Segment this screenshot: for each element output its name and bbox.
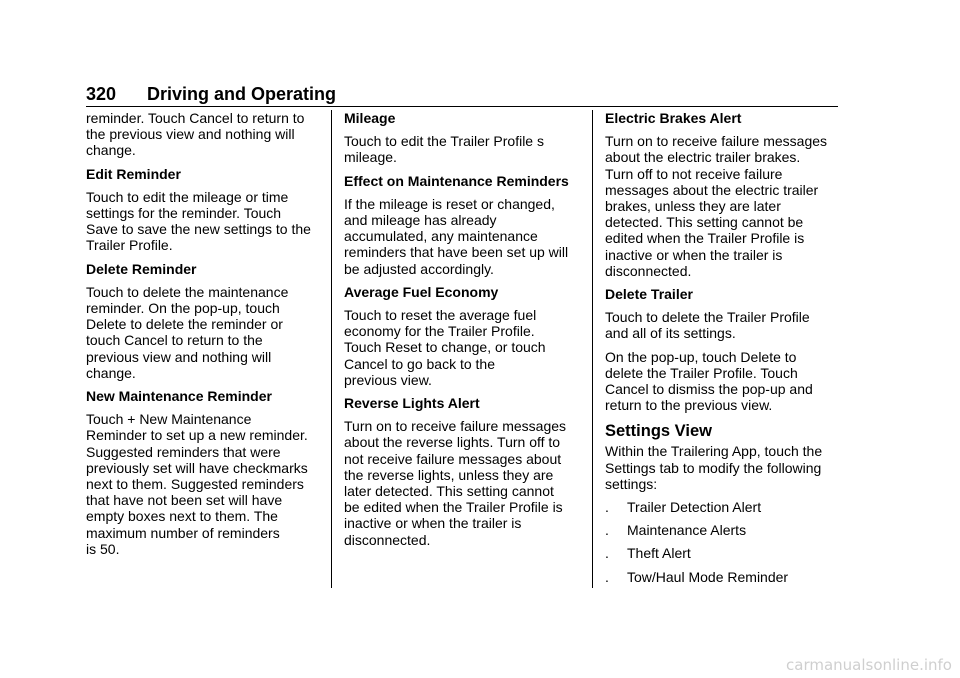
paragraph: Within the Trailering App, touch the Settings tab to modify the following settings:: [605, 443, 823, 492]
paragraph: Touch to reset the average fuel economy for the Trailer Profile. Touch Reset to change, or touch Cancel to go back to the previous view.: [344, 307, 546, 388]
paragraph: Touch to edit the Trailer Profile s mileage.: [344, 133, 544, 166]
list-item: . Maintenance Alerts: [605, 522, 747, 539]
paragraph: Touch to delete the maintenance reminder. On the pop-up, touch Delete to delete the reminder or touch Cancel to return to the previous view and nothing will change.: [86, 283, 289, 381]
page-number: 320: [86, 84, 117, 104]
section-heading: Delete Trailer: [605, 286, 693, 303]
section-heading: Effect on Maintenance Reminders: [344, 172, 569, 189]
settings-list: [605, 499, 841, 585]
section-heading: Reverse Lights Alert: [344, 395, 480, 412]
paragraph: reminder. Touch Cancel to return to the previous view and nothing will change.: [86, 110, 305, 159]
paragraph: Touch to edit the mileage or time settings for the reminder. Touch Save to save the new settings to the Trailer Profile.: [86, 188, 311, 254]
chapter-title: Driving and Operating: [147, 84, 337, 104]
bullet-marker: .: [605, 568, 609, 585]
section-heading: New Maintenance Reminder: [86, 388, 272, 405]
column-divider: [331, 110, 332, 588]
paragraph: Touch to delete the Trailer Profile and all of its settings.: [605, 309, 810, 342]
column-2: [344, 110, 580, 548]
column-divider: [592, 110, 593, 588]
list-item: . Trailer Detection Alert: [605, 499, 762, 516]
bullet-marker: .: [605, 499, 609, 516]
section-heading: Mileage: [344, 110, 396, 126]
paragraph: Touch + New Maintenance Reminder to set up a new reminder. Suggested reminders that were previously set will have checkmarks next to them. Suggested reminders that have not been set will have empty boxes next to them. The maximum number of reminders is 50.: [86, 411, 308, 557]
section-heading: Edit Reminder: [86, 165, 181, 182]
list-item: . Theft Alert: [605, 545, 691, 562]
paragraph: Turn on to receive failure messages about the electric trailer brakes. Turn off to not receive failure messages about the electric trailer brakes, unless they are later detected. This setting cannot be edited when the Trailer Profile is inactive or when the trailer is disconnected.: [605, 133, 828, 279]
list-item: . Tow/Haul Mode Reminder: [605, 568, 789, 585]
section-heading: Delete Reminder: [86, 260, 197, 277]
bullet-marker: .: [605, 522, 609, 539]
section-title: Settings View: [605, 422, 712, 441]
column-1: [86, 110, 322, 557]
page-header: [86, 84, 838, 107]
section-heading: Average Fuel Economy: [344, 283, 499, 300]
paragraph: If the mileage is reset or changed, and mileage has already accumulated, any maintenance reminders that have been set up will be adjusted accordingly.: [344, 195, 569, 277]
paragraph: On the pop-up, touch Delete to delete the Trailer Profile. Touch Cancel to dismiss the pop-up and return to the previous view.: [605, 348, 813, 414]
column-3: [605, 110, 841, 585]
section-heading: Electric Brakes Alert: [605, 110, 742, 126]
paragraph: Turn on to receive failure messages about the reverse lights. Turn off to not receive failure messages about the reverse lights, unless they are later detected. This setting cannot be edited when the Trailer Profile is inactive or when the trailer is disconnected.: [344, 418, 567, 548]
watermark: carmanualsonline.info: [786, 656, 952, 674]
bullet-marker: .: [605, 545, 609, 562]
